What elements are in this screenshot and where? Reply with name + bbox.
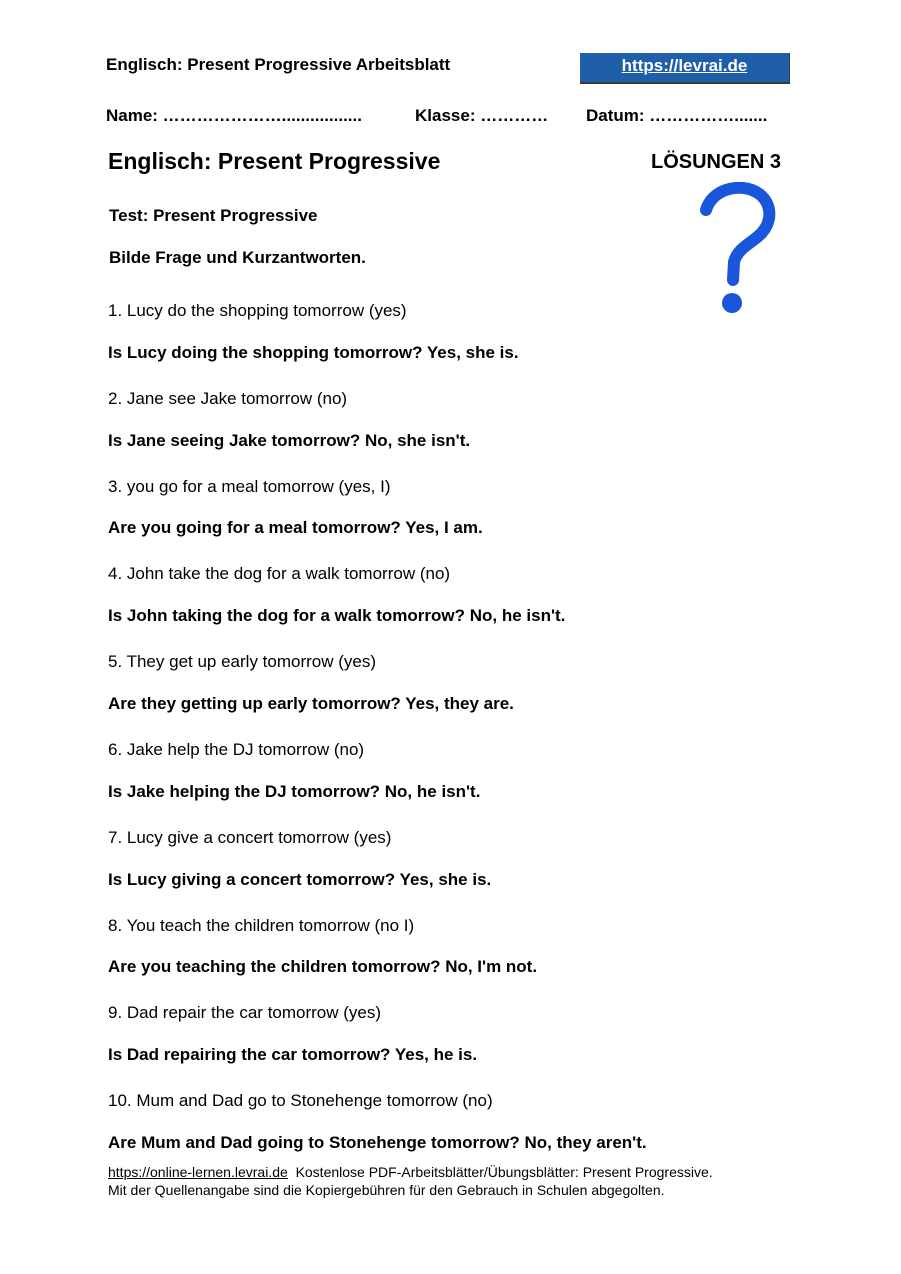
exercise-task: 10. Mum and Dad go to Stonehenge tomorrow (no) bbox=[108, 1091, 493, 1110]
site-badge bbox=[580, 53, 790, 84]
exercise-answer: Is Dad repairing the car tomorrow? Yes, he is. bbox=[108, 1045, 478, 1064]
footer-line-1 bbox=[108, 1163, 713, 1181]
footer-text-2: Mit der Quellenangabe sind die Kopiergebühren für den Gebrauch in Schulen abgegolten. bbox=[108, 1182, 665, 1198]
date-field-label: Datum: ……………....... bbox=[586, 106, 768, 125]
exercise-task: 1. Lucy do the shopping tomorrow (yes) bbox=[108, 301, 407, 320]
exercise-answer: Are you teaching the children tomorrow? No, I'm not. bbox=[108, 957, 538, 976]
footer bbox=[108, 1163, 713, 1199]
exercise-task: 3. you go for a meal tomorrow (yes, I) bbox=[108, 477, 391, 496]
exercise-answer: Is Jake helping the DJ tomorrow? No, he isn't. bbox=[108, 782, 481, 801]
instruction-text: Bilde Frage und Kurzantworten. bbox=[109, 248, 366, 267]
exercise-task: 8. You teach the children tomorrow (no I) bbox=[108, 916, 415, 935]
exercise-answer: Is Lucy doing the shopping tomorrow? Yes, she is. bbox=[108, 343, 519, 362]
question-mark-icon bbox=[694, 182, 780, 318]
exercise-task: 5. They get up early tomorrow (yes) bbox=[108, 652, 377, 671]
name-field-label: Name: …………………................. bbox=[106, 106, 362, 125]
solutions-label: LÖSUNGEN 3 bbox=[651, 151, 782, 173]
footer-link[interactable]: https://online-lernen.levrai.de bbox=[108, 1164, 288, 1180]
test-heading: Test: Present Progressive bbox=[109, 206, 318, 225]
site-link[interactable]: https://levrai.de bbox=[621, 56, 748, 75]
exercise-task: 2. Jane see Jake tomorrow (no) bbox=[108, 389, 348, 408]
exercise-answer: Are you going for a meal tomorrow? Yes, I am. bbox=[108, 518, 483, 537]
exercise-task: 4. John take the dog for a walk tomorrow (no) bbox=[108, 564, 451, 583]
exercise-task: 7. Lucy give a concert tomorrow (yes) bbox=[108, 828, 392, 847]
footer-text-1: Kostenlose PDF-Arbeitsblätter/Übungsblätter: Present Progressive. bbox=[295, 1164, 713, 1180]
exercise-answer: Is John taking the dog for a walk tomorrow? No, he isn't. bbox=[108, 606, 566, 625]
exercise-answer: Are Mum and Dad going to Stonehenge tomorrow? No, they aren't. bbox=[108, 1133, 647, 1152]
worksheet-header-title: Englisch: Present Progressive Arbeitsblatt bbox=[106, 55, 451, 74]
page-title: Englisch: Present Progressive bbox=[108, 148, 441, 174]
exercise-task: 6. Jake help the DJ tomorrow (no) bbox=[108, 740, 365, 759]
exercise-answer: Is Jane seeing Jake tomorrow? No, she isn't. bbox=[108, 431, 471, 450]
exercise-task: 9. Dad repair the car tomorrow (yes) bbox=[108, 1003, 382, 1022]
exercise-answer: Are they getting up early tomorrow? Yes, they are. bbox=[108, 694, 514, 713]
class-field-label: Klasse: ………… bbox=[415, 106, 549, 125]
exercise-answer: Is Lucy giving a concert tomorrow? Yes, she is. bbox=[108, 870, 492, 889]
